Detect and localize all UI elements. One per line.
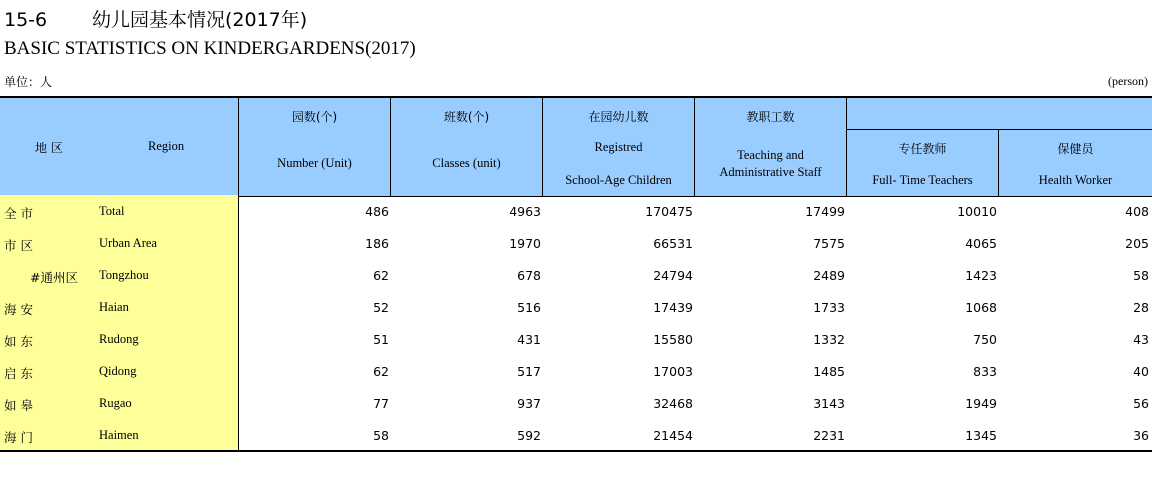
region-cn: 海 门	[4, 430, 33, 445]
table-body	[0, 195, 1152, 451]
table-row	[0, 195, 1152, 227]
cell-health: 408	[1125, 204, 1149, 219]
unit-label-cn: 单位：人	[4, 75, 53, 89]
table-bottom-border	[0, 450, 1152, 452]
cell-teachers: 750	[973, 332, 997, 347]
cell-number: 58	[373, 428, 389, 443]
cell-health: 36	[1133, 428, 1149, 443]
cell-number: 52	[373, 300, 389, 315]
cell-classes: 516	[517, 300, 541, 315]
cell-number: 486	[365, 204, 389, 219]
region-cn: #通州区	[30, 270, 78, 285]
region-cn: 启 东	[4, 366, 33, 381]
header-health	[999, 130, 1152, 196]
region-cn: 如 皋	[4, 398, 33, 413]
cell-children: 66531	[653, 236, 693, 251]
region-cn: 海 安	[4, 302, 33, 317]
cell-classes: 431	[517, 332, 541, 347]
cell-children: 32468	[653, 396, 693, 411]
cell-classes: 678	[517, 268, 541, 283]
cell-teachers: 10010	[957, 204, 997, 219]
region-en: Rudong	[99, 332, 139, 346]
header-region	[0, 98, 239, 196]
cell-health: 56	[1133, 396, 1149, 411]
cell-children: 15580	[653, 332, 693, 347]
header-teachers-cn: 专任教师	[898, 142, 947, 156]
region-cn: 市 区	[4, 238, 33, 253]
unit-label-en: (person)	[1108, 74, 1148, 88]
cell-number: 62	[373, 268, 389, 283]
header-classes-cn: 班数(个)	[443, 110, 490, 124]
header-teachers	[847, 130, 999, 196]
cell-staff: 1733	[813, 300, 845, 315]
cell-staff: 7575	[813, 236, 845, 251]
header-children-cn: 在园幼儿数	[588, 110, 649, 124]
cell-teachers: 833	[973, 364, 997, 379]
header-region-en: Region	[148, 139, 185, 153]
region-cn: 全 市	[4, 206, 33, 221]
cell-number: 77	[373, 396, 389, 411]
region-en: Qidong	[99, 364, 137, 378]
header-children-en1: Registred	[594, 140, 643, 154]
header-health-en: Health Worker	[1038, 173, 1113, 187]
table-title-cn	[4, 5, 307, 32]
cell-health: 43	[1133, 332, 1149, 347]
cell-teachers: 1068	[965, 300, 997, 315]
table-row	[0, 323, 1152, 355]
cell-teachers: 4065	[965, 236, 997, 251]
cell-classes: 592	[517, 428, 541, 443]
region-cn: 如 东	[4, 334, 33, 349]
region-en: Haimen	[99, 428, 139, 442]
table-row	[0, 355, 1152, 387]
cell-health: 205	[1125, 236, 1149, 251]
header-children-en2: School-Age Children	[565, 173, 672, 187]
cell-staff: 3143	[813, 396, 845, 411]
header-staff-en2: Administrative Staff	[719, 165, 822, 179]
cell-teachers: 1423	[965, 268, 997, 283]
header-region-cn: 地 区	[35, 141, 63, 155]
cell-children: 170475	[645, 204, 693, 219]
cell-number: 62	[373, 364, 389, 379]
header-classes	[391, 98, 543, 196]
cell-children: 17003	[653, 364, 693, 379]
cell-classes: 937	[517, 396, 541, 411]
cell-staff: 1332	[813, 332, 845, 347]
region-en: Tongzhou	[99, 268, 149, 282]
table-number: 15-6	[4, 9, 48, 31]
cell-children: 24794	[653, 268, 693, 283]
header-classes-en: Classes (unit)	[432, 156, 501, 170]
cell-teachers: 1345	[965, 428, 997, 443]
cell-health: 40	[1133, 364, 1149, 379]
header-health-cn: 保健员	[1057, 142, 1094, 156]
cell-staff: 17499	[805, 204, 845, 219]
table-row	[0, 227, 1152, 259]
cell-number: 186	[365, 236, 389, 251]
header-teachers-en: Full- Time Teachers	[872, 173, 973, 187]
header-children	[543, 98, 695, 196]
cell-number: 51	[373, 332, 389, 347]
header-staff-en1: Teaching and	[737, 148, 804, 162]
header-number	[239, 98, 391, 196]
header-number-en: Number (Unit)	[277, 156, 352, 170]
cell-classes: 4963	[509, 204, 541, 219]
region-en: Urban Area	[99, 236, 157, 250]
header-staff	[695, 98, 847, 196]
cell-staff: 2231	[813, 428, 845, 443]
header-number-cn: 园数(个)	[291, 110, 338, 124]
region-en: Total	[99, 204, 125, 218]
table-row	[0, 387, 1152, 419]
region-en: Haian	[99, 300, 129, 314]
table-title-en: BASIC STATISTICS ON KINDERGARDENS(2017)	[4, 38, 416, 59]
table-row	[0, 259, 1152, 291]
cell-health: 28	[1133, 300, 1149, 315]
cell-staff: 2489	[813, 268, 845, 283]
cell-staff: 1485	[813, 364, 845, 379]
title-cn-text: 幼儿园基本情况(2017年)	[92, 9, 308, 31]
region-en: Rugao	[99, 396, 132, 410]
table-row	[0, 291, 1152, 323]
cell-classes: 1970	[509, 236, 541, 251]
cell-classes: 517	[517, 364, 541, 379]
cell-children: 21454	[653, 428, 693, 443]
cell-health: 58	[1133, 268, 1149, 283]
table-row	[0, 419, 1152, 451]
header-staff-cn: 教职工数	[746, 110, 795, 124]
table-header	[0, 96, 1152, 197]
cell-children: 17439	[653, 300, 693, 315]
cell-teachers: 1949	[965, 396, 997, 411]
